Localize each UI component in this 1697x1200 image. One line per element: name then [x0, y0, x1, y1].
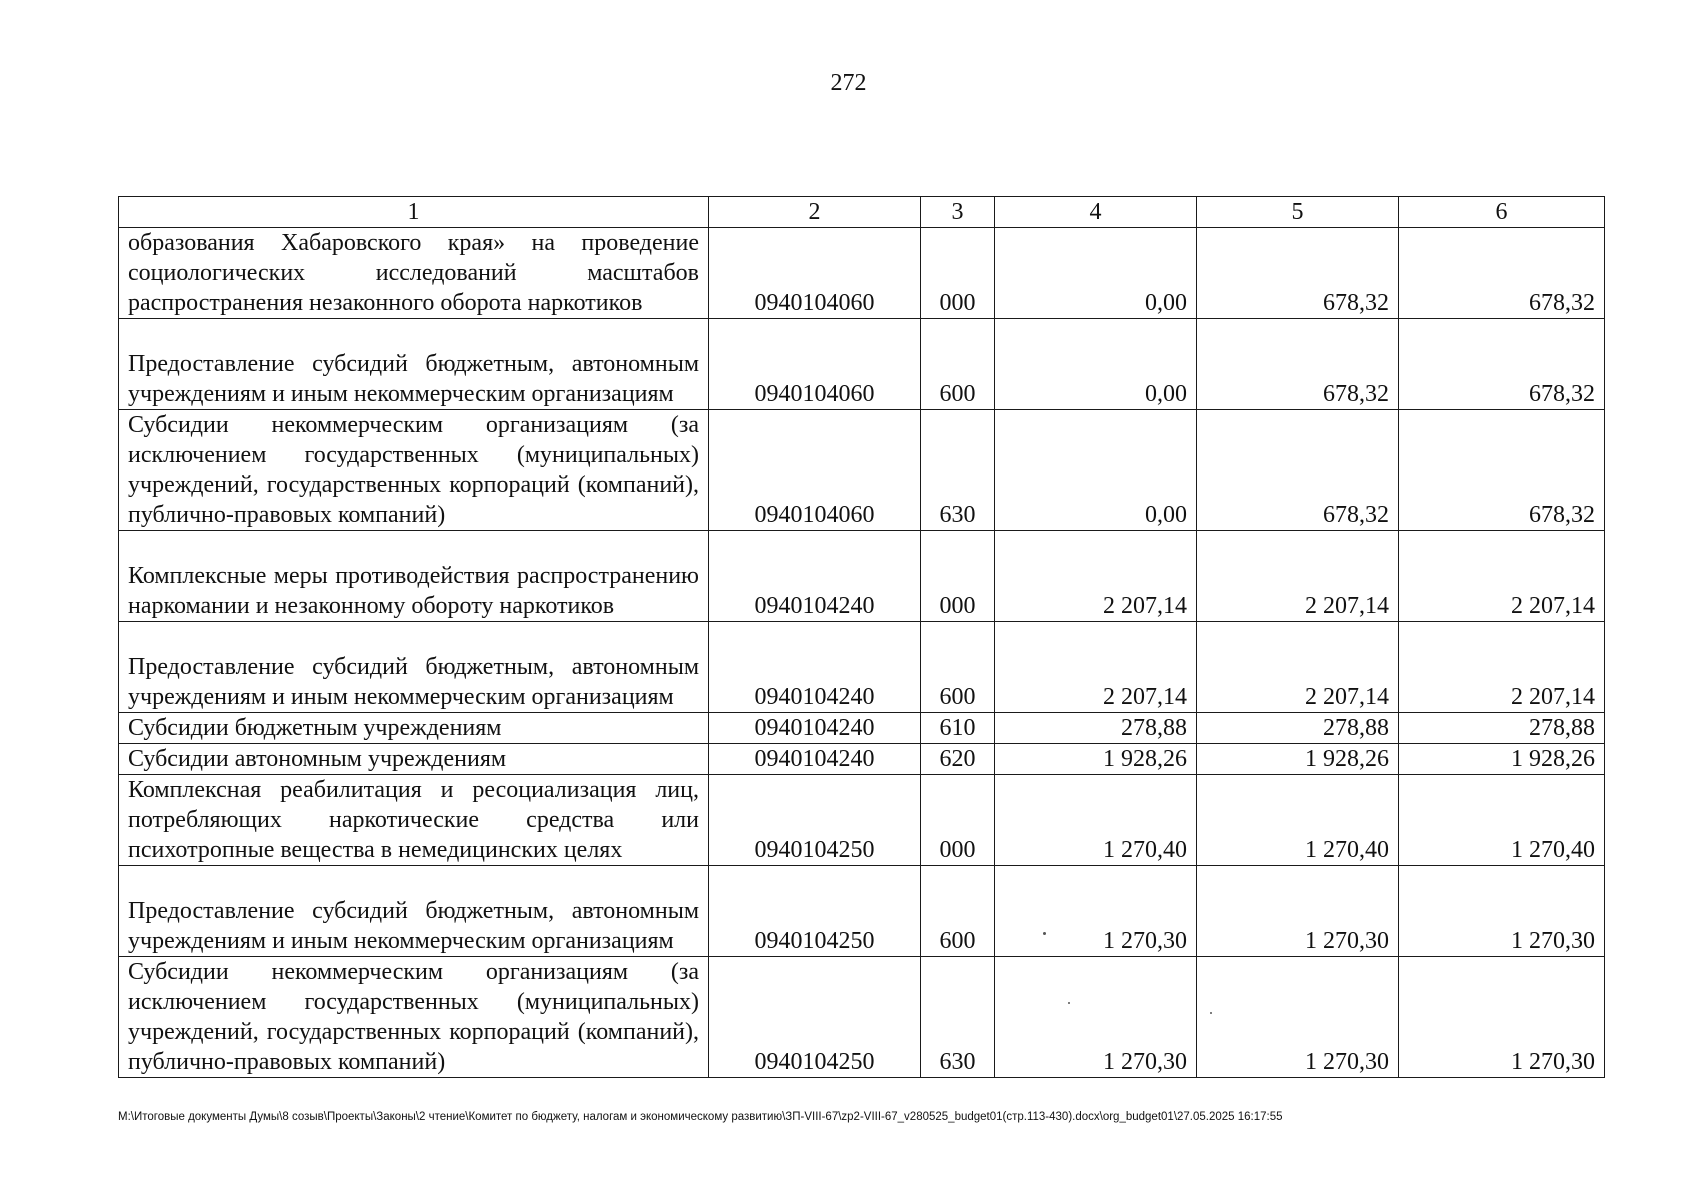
row-value-col5: 1 928,26 — [1197, 744, 1399, 775]
row-value-col6: 2 207,14 — [1399, 622, 1605, 713]
row-value-col4: 0,00 — [995, 319, 1197, 410]
budget-table — [118, 196, 1605, 1078]
row-description: Субсидии некоммерческим организациям (за исключением государственных (муниципальных) учреждений, государственных корпораций (компаний), публично-правовых компаний) — [119, 410, 709, 531]
table-body — [119, 228, 1605, 1078]
table-row — [119, 957, 1605, 1078]
row-value-col5: 2 207,14 — [1197, 531, 1399, 622]
row-target-code: 0940104240 — [709, 713, 921, 744]
header-row — [119, 197, 1605, 228]
column-header-2: 2 — [709, 197, 921, 228]
table-row — [119, 744, 1605, 775]
row-target-code: 0940104060 — [709, 410, 921, 531]
row-description: Субсидии автономным учреждениям — [119, 744, 709, 775]
row-description: Субсидии некоммерческим организациям (за исключением государственных (муниципальных) учреждений, государственных корпораций (компаний), публично-правовых компаний) — [119, 957, 709, 1078]
row-expense-type: 610 — [921, 713, 995, 744]
row-value-col4: 1 270,30 — [995, 957, 1197, 1078]
row-value-col4: 1 270,30 — [995, 866, 1197, 957]
row-value-col6: 678,32 — [1399, 410, 1605, 531]
row-value-col6: 1 270,30 — [1399, 866, 1605, 957]
footer-file-path: M:\Итоговые документы Думы\8 созыв\Проекты\Законы\2 чтение\Комитет по бюджету, налогам и экономическому развитию\ЗП-VIII-67\zp2-VIII-67_v280525_budget01(стр.113-430).docx\org_budget01\27.05.2025 16:17:55 — [118, 1111, 1283, 1123]
scan-speck — [1210, 1012, 1212, 1014]
row-value-col4: 278,88 — [995, 713, 1197, 744]
row-expense-type: 000 — [921, 228, 995, 319]
row-value-col5: 278,88 — [1197, 713, 1399, 744]
scan-speck — [1068, 1002, 1070, 1004]
row-value-col4: 2 207,14 — [995, 531, 1197, 622]
row-target-code: 0940104060 — [709, 228, 921, 319]
row-value-col4: 2 207,14 — [995, 622, 1197, 713]
row-expense-type: 600 — [921, 622, 995, 713]
row-target-code: 0940104240 — [709, 531, 921, 622]
column-header-3: 3 — [921, 197, 995, 228]
row-description: образования Хабаровского края» на проведение социологических исследований масштабов распространения незаконного оборота наркотиков — [119, 228, 709, 319]
row-expense-type: 600 — [921, 866, 995, 957]
table-row — [119, 228, 1605, 319]
row-expense-type: 000 — [921, 775, 995, 866]
row-value-col5: 678,32 — [1197, 228, 1399, 319]
row-value-col5: 678,32 — [1197, 410, 1399, 531]
row-value-col6: 678,32 — [1399, 228, 1605, 319]
row-target-code: 0940104250 — [709, 775, 921, 866]
row-value-col6: 278,88 — [1399, 713, 1605, 744]
row-value-col5: 2 207,14 — [1197, 622, 1399, 713]
row-value-col4: 0,00 — [995, 410, 1197, 531]
page-number: 272 — [830, 70, 867, 96]
row-expense-type: 620 — [921, 744, 995, 775]
row-value-col6: 2 207,14 — [1399, 531, 1605, 622]
row-value-col5: 678,32 — [1197, 319, 1399, 410]
row-value-col4: 0,00 — [995, 228, 1197, 319]
row-value-col5: 1 270,30 — [1197, 866, 1399, 957]
row-value-col5: 1 270,30 — [1197, 957, 1399, 1078]
row-description: Предоставление субсидий бюджетным, автономным учреждениям и иным некоммерческим организациям — [119, 622, 709, 713]
row-value-col6: 1 270,40 — [1399, 775, 1605, 866]
row-value-col6: 1 928,26 — [1399, 744, 1605, 775]
row-expense-type: 600 — [921, 319, 995, 410]
column-header-5: 5 — [1197, 197, 1399, 228]
row-target-code: 0940104240 — [709, 622, 921, 713]
table-row — [119, 410, 1605, 531]
row-description: Предоставление субсидий бюджетным, автономным учреждениям и иным некоммерческим организациям — [119, 866, 709, 957]
row-target-code: 0940104250 — [709, 866, 921, 957]
column-header-1: 1 — [119, 197, 709, 228]
row-target-code: 0940104240 — [709, 744, 921, 775]
row-value-col6: 1 270,30 — [1399, 957, 1605, 1078]
row-expense-type: 000 — [921, 531, 995, 622]
row-value-col4: 1 270,40 — [995, 775, 1197, 866]
row-description: Субсидии бюджетным учреждениям — [119, 713, 709, 744]
table-row — [119, 319, 1605, 410]
column-header-4: 4 — [995, 197, 1197, 228]
scan-speck — [1043, 932, 1046, 935]
row-target-code: 0940104250 — [709, 957, 921, 1078]
column-header-6: 6 — [1399, 197, 1605, 228]
row-target-code: 0940104060 — [709, 319, 921, 410]
table-row — [119, 775, 1605, 866]
table-header — [119, 197, 1605, 228]
row-expense-type: 630 — [921, 410, 995, 531]
row-description: Комплексная реабилитация и ресоциализация лиц, потребляющих наркотические средства или психотропные вещества в немедицинских целях — [119, 775, 709, 866]
row-description: Комплексные меры противодействия распространению наркомании и незаконному обороту наркотиков — [119, 531, 709, 622]
row-description: Предоставление субсидий бюджетным, автономным учреждениям и иным некоммерческим организациям — [119, 319, 709, 410]
row-value-col5: 1 270,40 — [1197, 775, 1399, 866]
table-row — [119, 622, 1605, 713]
row-expense-type: 630 — [921, 957, 995, 1078]
row-value-col6: 678,32 — [1399, 319, 1605, 410]
table-row — [119, 531, 1605, 622]
table-row — [119, 713, 1605, 744]
table-row — [119, 866, 1605, 957]
row-value-col4: 1 928,26 — [995, 744, 1197, 775]
